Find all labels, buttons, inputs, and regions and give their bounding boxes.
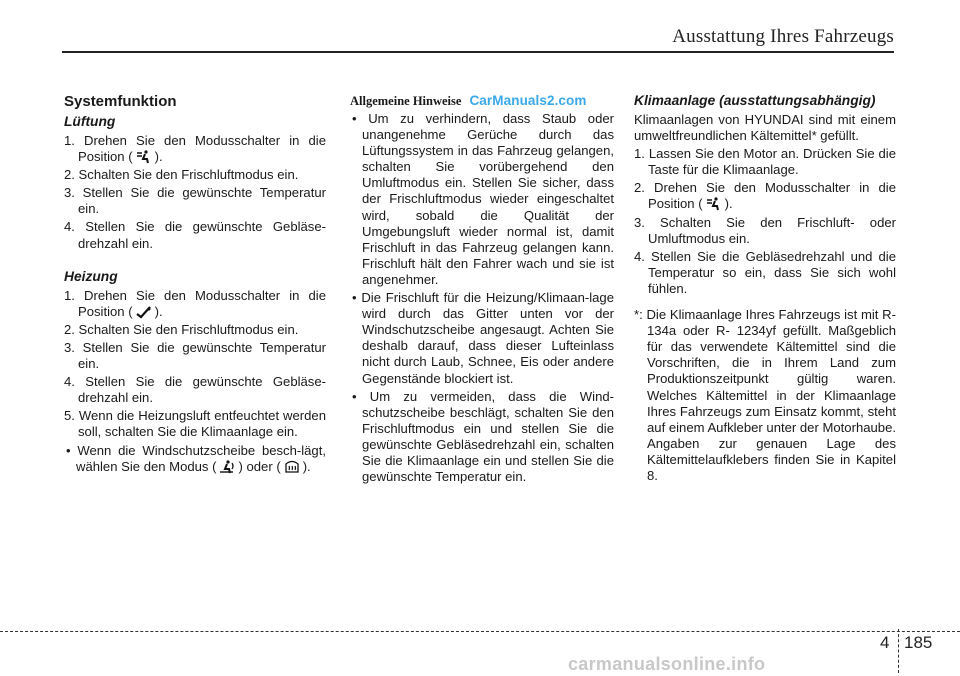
list-item: 2. Schalten Sie den Frischluftmodus ein. <box>64 167 299 183</box>
subsection-title-heizung: Heizung <box>64 268 118 284</box>
header-title: Ausstattung Ihres Fahrzeugs <box>672 26 894 47</box>
step-text: 1. Drehen Sie den Modusschalter in die Position ( <box>64 133 326 165</box>
column-klimaanlage <box>634 92 896 484</box>
list-item: • Die Frischluft für die Heizung/Klimaan-lage wird durch das Gitter unten vor der Windschutzscheibe angesaugt. Achten Sie deshalb darauf, dass dieser Lufteinlass nicht durch Laub, Schnee, Eis oder andere Gegenstände blockiert ist. <box>352 290 614 386</box>
header-rule <box>62 51 894 53</box>
chapter-number: 4 <box>880 633 890 652</box>
list-item: 4. Stellen Sie die gewünschte Gebläse-drehzahl ein. <box>64 374 326 406</box>
defrost-mode-icon <box>284 460 300 474</box>
list-item: 1. Lassen Sie den Motor an. Drücken Sie die Taste für die Klimaanlage. <box>634 146 896 178</box>
footer-divider <box>898 629 899 673</box>
bullet-text: • Wenn die Windschutzscheibe besch-lägt, wählen Sie den Modus ( <box>66 442 326 474</box>
list-item <box>634 180 896 212</box>
section-title-klimaanlage: Klimaanlage (ausstattungsabhängig) <box>634 93 876 108</box>
floor-vent-mode-icon <box>136 305 152 319</box>
list-item <box>64 288 326 320</box>
bullet-text-middle: ) oder ( <box>238 458 281 474</box>
klimaanlage-steps <box>634 146 896 297</box>
heizung-steps <box>64 288 326 441</box>
list-item: 4. Stellen Sie die Gebläsedrehzahl und die Temperatur so ein, dass Sie sich wohl fühlen. <box>634 248 896 296</box>
intro-paragraph: Klimaanlagen von HYUNDAI sind mit einem umweltfreundlichen Kältemittel* gefüllt. <box>634 112 896 144</box>
face-vent-mode-icon <box>706 197 722 211</box>
step-text: 1. Drehen Sie den Modusschalter in die Position ( <box>64 287 326 319</box>
refrigerant-footnote: *: Die Klimaanlage Ihres Fahrzeugs ist mit R-134a oder R- 1234yf gefüllt. Maßgeblich für das verwendete Kältemittel sind die Vorschriften, die in Ihrem Land zum Produktionszeitpunkt gültig waren. Welches Kältemittel in der Klimaanlage Ihres Fahrzeugs zum Einsatz kommt, steht auf einem Aufkleber unter der Motorhaube. Angaben zur genauen Lage des Kältemittelaufklebers finden Sie in Kapitel 8. <box>634 307 896 483</box>
column-systemfunktion <box>64 92 326 477</box>
heizung-bullets <box>64 443 326 475</box>
section-title-systemfunktion: Systemfunktion <box>64 93 177 110</box>
face-vent-mode-icon <box>136 150 152 164</box>
section-heading-row <box>350 92 614 110</box>
floor-defrost-mode-icon <box>219 460 235 474</box>
list-item: 3. Schalten Sie den Frischluft- oder Umluftmodus ein. <box>634 214 896 246</box>
hinweise-bullets <box>350 111 614 485</box>
list-item: 3. Stellen Sie die gewünschte Temperatur ein. <box>64 339 326 372</box>
list-item <box>64 443 326 475</box>
lueftung-steps <box>64 133 326 252</box>
step-text-end: ). <box>154 149 163 165</box>
step-text: 2. Drehen Sie den Modusschalter in die Position ( <box>634 180 896 212</box>
list-item: • Um zu vermeiden, dass die Wind-schutzscheibe beschlägt, schalten Sie den Frischluftmodus ein und stellen Sie die gewünschte Gebläsedrehzahl ein, schalten Sie die Klimaanlage ein und stellen Sie die gewünschte Temperatur ein. <box>352 388 614 485</box>
step-text-end: ). <box>154 303 163 319</box>
bullet-text-end: ). <box>302 458 311 474</box>
column-allgemeine-hinweise <box>350 92 614 487</box>
watermark-text: CarManuals2.com <box>469 93 587 108</box>
footer-rule <box>0 631 960 632</box>
subsection-title-lueftung: Lüftung <box>64 114 116 129</box>
list-item <box>64 133 326 165</box>
page-number: 185 <box>904 633 933 652</box>
list-item: • Um zu verhindern, dass Staub oder unangenehme Gerüche durch das Lüftungssystem in das Fahrzeug gelangen, schalten Sie vorübergehend den Umluftmodus ein. Stellen Sie sicher, dass der Frischluftmodus wieder eingeschaltet wird, sobald die Qualität der Umgebungsluft wieder normal ist, damit Frischluft in das Fahrzeug gelangen kann. Frischluft hält den Fahrer wach und sie ist angenehmer. <box>352 111 614 287</box>
list-item: 4. Stellen Sie die gewünschte Gebläse-drehzahl ein. <box>64 219 326 251</box>
list-item: 2. Schalten Sie den Frischluftmodus ein. <box>64 321 299 337</box>
list-item: 5. Wenn die Heizungsluft entfeuchtet werden soll, schalten Sie die Klimaanlage ein. <box>64 408 326 440</box>
step-text-end: ). <box>724 196 733 212</box>
list-item: 3. Stellen Sie die gewünschte Temperatur ein. <box>64 185 326 217</box>
section-title-allgemeine-hinweise: Allgemeine Hinweise <box>350 94 462 108</box>
footer-watermark: carmanualsonline.info <box>568 654 766 674</box>
